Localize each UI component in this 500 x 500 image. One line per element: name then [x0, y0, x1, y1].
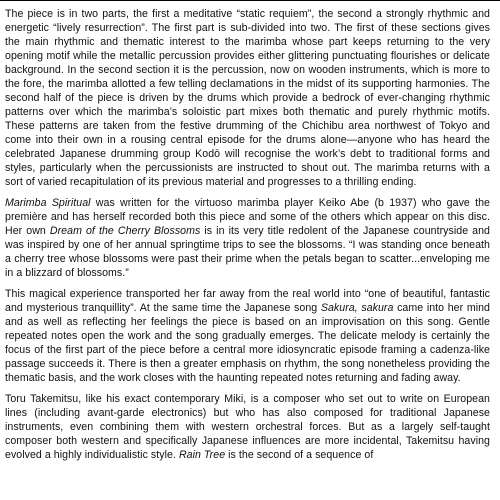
paragraph-4-text-b: is the second of a sequence of [225, 449, 374, 461]
paragraph-3-text-b: came into her mind and as well as reflecting her feelings the piece is based on an improvisation on this song. Gentle repeated notes open the work and the song gradually emerges. The delicate melody is certainly the focus of the first part of the piece before a central more idiosyncratic episode framing a cadenza-like passage succeeds it. There is then a greater emphasis on rhythm, the song nonetheless providing the thematic basis, and the work closes with the haunting repeated notes returning and fading away. [5, 302, 490, 384]
work-title-marimba-spiritual: Marimba Spiritual [5, 197, 91, 209]
paragraph-3 [5, 287, 490, 385]
paragraph-2-text-b: is in its very title redolent of the Japanese countryside and was inspired by one of her annual springtime trips to see the blossoms. “I was standing once beneath a cherry tree whose blossoms were past their prime when the petals began to scatter...enveloping me in a blizzard of blossoms.” [5, 225, 491, 279]
paragraph-2-text-a: was written for the virtuoso marimba player Keiko Abe (b 1937) who gave the première and has herself recorded both this piece and some of the others which appear on this disc. Her own [5, 197, 490, 237]
paragraph-1: The piece is in two parts, the first a meditative “static requiem”, the second a strongly rhythmic and energetic “lively resurrection”. The first part is sub-divided into two. The first of these sections gives the main rhythmic and thematic interest to the marimba whose part keeps returning to the very opening motif while the metallic percussion provides either glittering punctuating flourishes or delicate background. In the second section it is the percussion, now on wooden instruments, which is more to the fore, the marimba allotted a few telling declamations in the midst of its supporting harmonies. The second half of the piece is driven by the drums which provide a bedrock of ever-changing rhythmic patterns over which the marimba’s soloistic part mixes both thematic and purely rhythmic motifs. These patterns are taken from the festive drumming of the Chichibu area northwest of Tokyo and come into their own in a rousing central episode for the drums alone—anyone who has heard the celebrated Japanese drumming group Kodō will recognise the work’s debt to traditional forms and styles, particularly when the percussionists are instructed to shout out. The marimba returns with a sort of varied recapitulation of its previous material and progresses to a thrilling ending. [5, 8, 490, 188]
song-title-sakura: Sakura, sakura [320, 302, 394, 314]
paragraph-4-text-a: Toru Takemitsu, like his exact contemporary Miki, is a composer who set out to write on European lines (including avant-garde electronics) but who has also composed for traditional Japanese instruments, even combining them with western orchestral forces. But as a largely self-taught composer both western and specifically Japanese influences are more incidental, Takemitsu having evolved a highly individualistic style. [5, 393, 490, 461]
paragraph-4 [5, 392, 490, 462]
paragraph-2 [5, 196, 490, 280]
paragraph-3-text-a: This magical experience transported her far away from the real world into “one of beautiful, fantastic and mysterious tranquillity”. At the same time the Japanese song [5, 288, 490, 314]
liner-notes-text [5, 7, 490, 468]
work-title-dream-of-the-cherry-blossoms: Dream of the Cherry Blossoms [49, 225, 201, 237]
work-title-rain-tree: Rain Tree [178, 449, 226, 461]
